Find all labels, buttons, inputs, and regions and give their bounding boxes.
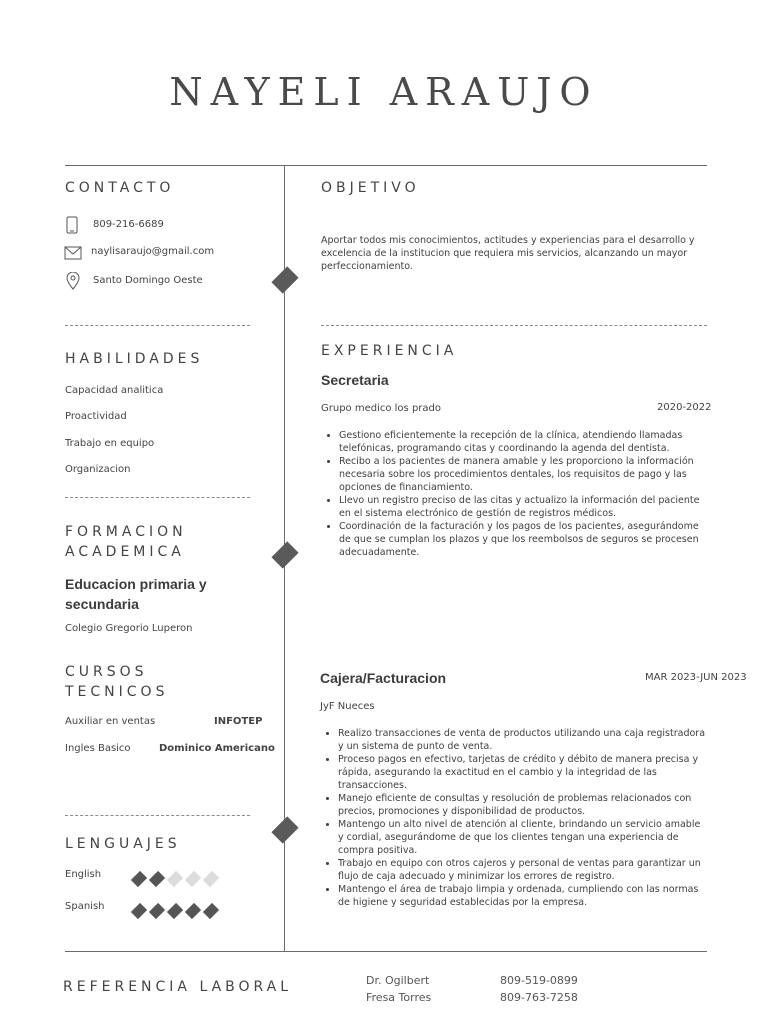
job-bullet: • Manejo eficiente de consultas y resolución de problemas relacionados con precios, promociones y disponibilidad de productos. [338,792,706,818]
course-institution: Dominico Americano [159,743,275,754]
language-level-spanish [134,901,224,920]
skill-item: Trabajo en equipo [65,438,155,449]
contact-location: Santo Domingo Oeste [93,275,203,286]
skills-title: HABILIDADES [65,351,204,367]
level-diamond-empty [167,871,183,887]
job-bullet: • Proceso pagos en efectivo, tarjetas de crédito y débito de manera precisa y rápida, asegurando la exactitud en el cambio y la integridad de las transacciones. [338,753,706,792]
contact-title: CONTACTO [65,180,175,196]
level-diamond-filled [185,903,201,919]
job-bullets [320,727,706,909]
skill-item: Organizacion [65,464,131,475]
courses-title-line2: TECNICOS [65,684,169,700]
references-title: REFERENCIA LABORAL [63,979,293,995]
contact-email[interactable]: naylisaraujo@gmail.com [91,246,215,257]
education-school: Colegio Gregorio Luperon [65,623,193,634]
level-diamond-empty [185,871,201,887]
job-bullets [321,429,707,559]
level-diamond-filled [149,871,165,887]
section-separator [321,325,707,326]
job-role: Cajera/Facturacion [320,670,447,686]
level-diamond-filled [149,903,165,919]
level-diamond-filled [131,871,147,887]
reference-name: Dr. Ogilbert [366,974,430,987]
level-diamond-filled [167,903,183,919]
job-bullet: • Realizo transacciones de venta de productos utilizando una caja registradora y un sistema de punto de venta. [338,727,706,753]
education-title-line1: FORMACION [65,524,187,540]
top-divider [65,165,707,166]
reference-phone: 809-763-7258 [500,991,578,1004]
skill-item: Proactividad [65,411,127,422]
job-bullet: • Mantengo el área de trabajo limpia y ordenada, cumpliendo con las normas de higiene y seguridad establecidas por la empresa. [338,883,706,909]
language-name: English [65,869,102,880]
course-name: Ingles Basico [65,743,131,754]
course-institution: INFOTEP [214,716,263,727]
page-title: NAYELI ARAUJO [169,70,599,114]
section-separator [65,325,250,326]
level-diamond-empty [203,871,219,887]
reference-name: Fresa Torres [366,991,432,1004]
language-level-english [134,869,224,888]
section-separator [65,815,250,816]
contact-phone: 809-216-6689 [93,219,164,230]
level-diamond-filled [131,903,147,919]
job-company: JyF Nueces [320,701,375,712]
language-name: Spanish [65,901,105,912]
courses-title-line1: CURSOS [65,664,148,680]
job-bullet: • Recibo a los pacientes de manera amable y les proporciono la información necesaria sobre los procedimientos dentales, los requisitos de pago y las opciones de financiamiento. [339,455,707,494]
job-dates: MAR 2023-JUN 2023 [645,672,747,683]
map-pin-icon [65,272,81,294]
course-name: Auxiliar en ventas [65,716,156,727]
section-separator [65,497,250,498]
job-bullet: • Coordinación de la facturación y los pagos de los pacientes, asegurándome de que se cumplan los plazos y que los reembolsos de seguros se procesen adecuadamente. [339,520,707,559]
education-degree-line2: secundaria [65,596,139,612]
job-bullet: • Llevo un registro preciso de las citas y actualizo la información del paciente en el sistema electrónico de gestión de registros médicos. [339,494,707,520]
experience-title: EXPERIENCIA [321,343,458,359]
reference-phone: 809-519-0899 [500,974,578,987]
job-bullet: • Gestiono eficientemente la recepción de la clínica, atendiendo llamadas telefónicas, programando citas y coordinando la agenda del dentista. [339,429,707,455]
job-bullet: • Trabajo en equipo con otros cajeros y personal de ventas para garantizar un flujo de caja adecuado y minimizar los errores de registro. [338,857,706,883]
job-bullet: • Mantengo un alto nivel de atención al cliente, brindando un servicio amable y cordial, asegurándome de que los clientes tengan una experiencia de compra positiva. [338,818,706,857]
job-dates: 2020-2022 [657,402,712,413]
diamond-marker [271,816,298,843]
diamond-marker [271,266,298,293]
job-company: Grupo medico los prado [321,403,441,414]
envelope-icon [64,245,82,264]
objective-title: OBJETIVO [321,180,420,196]
phone-icon [65,216,79,238]
diamond-marker [271,541,298,568]
objective-text: Aportar todos mis conocimientos, actitudes y experiencias para el desarrollo y excelencia de la institucion que requiera mis servicios, alcanzando un mayor perfeccionamiento. [321,235,695,272]
level-diamond-filled [203,903,219,919]
languages-title: LENGUAJES [65,836,181,852]
bottom-divider [65,951,707,952]
job-role: Secretaria [321,372,389,388]
education-title-line2: ACADEMICA [65,544,185,560]
education-degree-line1: Educacion primaria y [65,576,207,592]
skill-item: Capacidad analitica [65,385,164,396]
